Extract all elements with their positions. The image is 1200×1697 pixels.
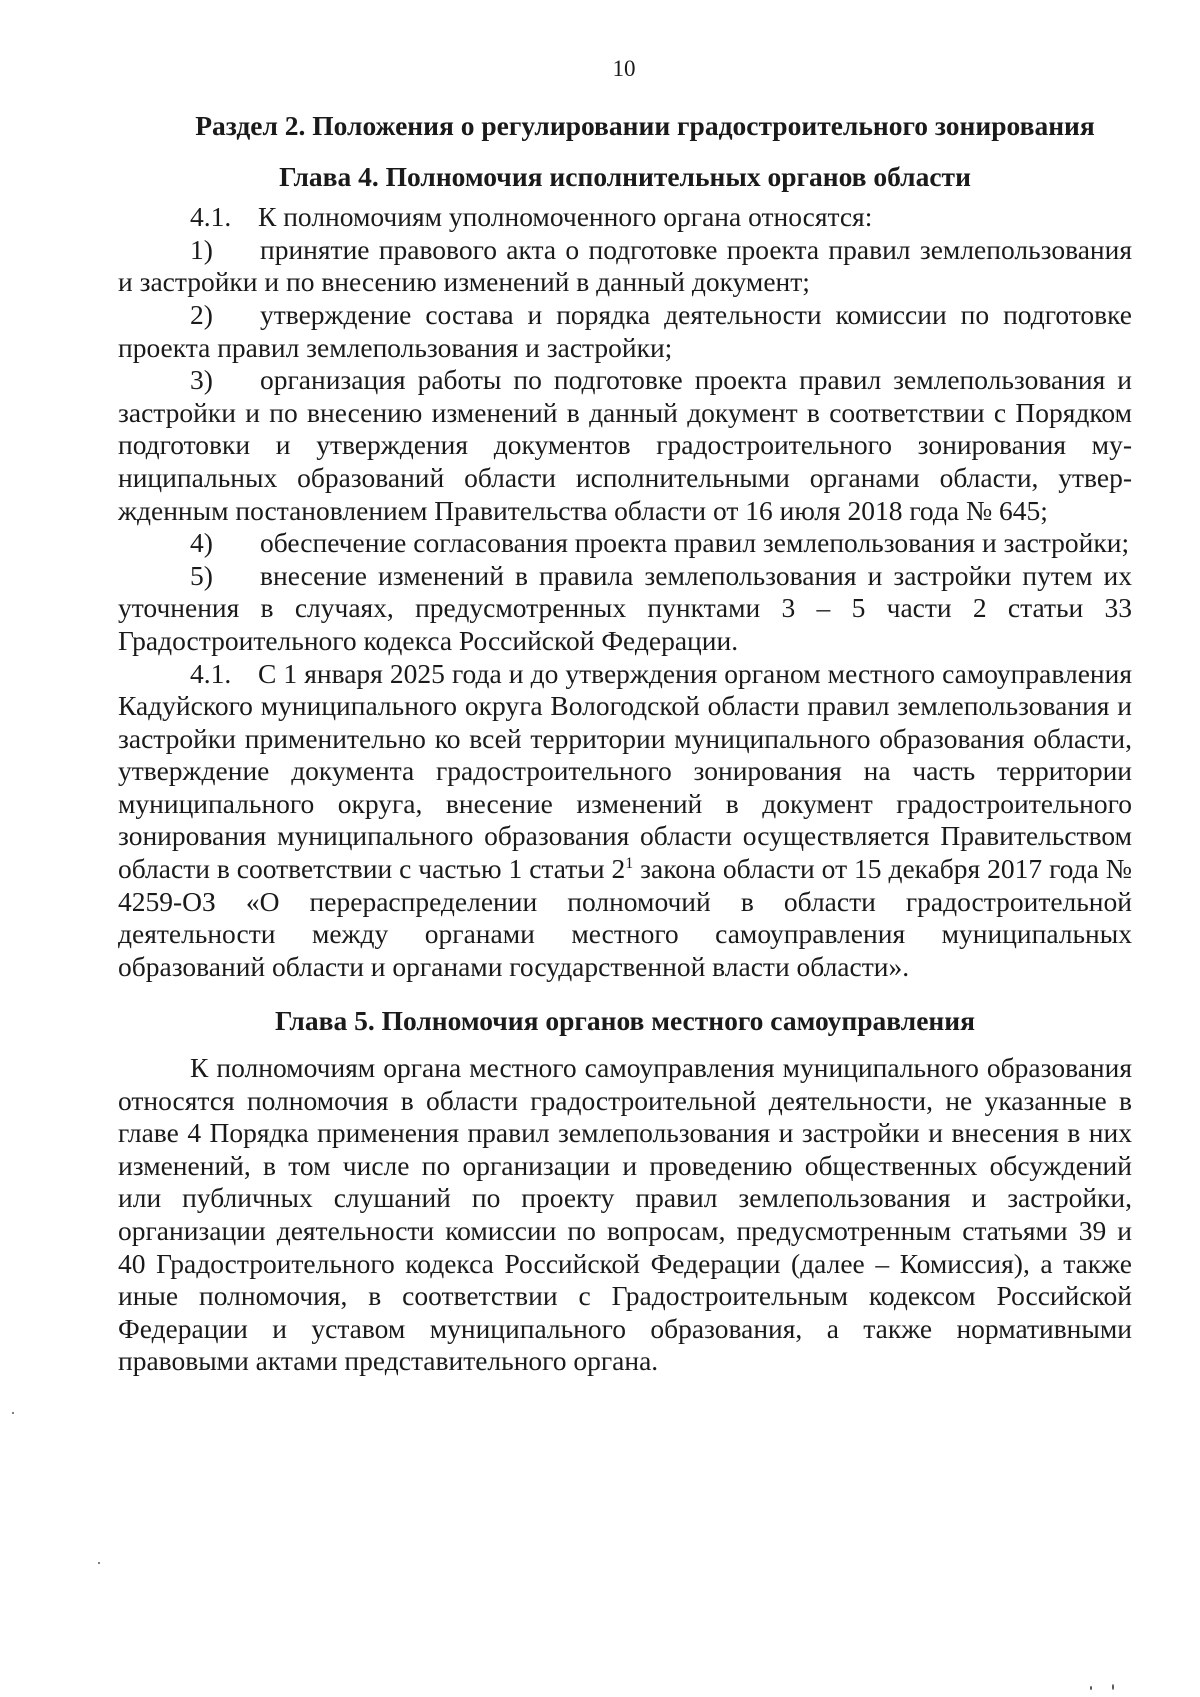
document-body [118, 110, 1132, 1378]
item-number: 2) [190, 298, 213, 330]
item-text: принятие правового акта о подготовке проекта правил землепользования и застройки и по внесению изменений в данный документ; [118, 233, 1132, 298]
item-text: внесение изменений в правила землепользования и застройки путем их уточнения в случаях, предусмотренных пунктами 3 – 5 части 2 статьи 33 Градостроительного кодекса Российской Федерации. [118, 559, 1132, 656]
list-item [118, 234, 1132, 299]
item-text: обеспечение согласования проекта правил землепользования и застройки; [260, 527, 1130, 559]
list-item [118, 560, 1132, 658]
chapter-5-paragraph: К полномочиям органа местного самоуправления муниципального образования относятся полномочия в области градостроительной деятельности, не указанные в главе 4 Порядка применения правил землепользования и застройки и внесения в них изменений, в том числе по организации и проведению общественных обсуждений или публичных слушаний по проекту правил землепользования и застройки, организации деятельности комиссии по вопросам, предусмотренным статьями 39 и 40 Градостроительного кодекса Российской Федерации (далее – Комиссия), а также иные полномочия, в соответствии с Градостроительным кодексом Российской Федерации и уставом муниципального образования, а также нормативными правовыми актами представительного органа. [118, 1052, 1132, 1377]
clause-text-part-2: закона области от 15 декабря 2017 года № 4259-ОЗ «О перераспределении полномочий в области градостроительной деятельности между органами местного самоуправления муниципальных образований области и органами государственной власти области». [118, 853, 1132, 982]
clause-4-1-intro [118, 201, 1132, 234]
item-number: 1) [190, 233, 213, 265]
scan-speck [1090, 1686, 1092, 1690]
superscript-article-index: 1 [625, 854, 634, 872]
scan-speck [12, 1412, 14, 1414]
list-item [118, 527, 1132, 560]
clause-text: К полномочиям уполномоченного органа относятся: [258, 201, 873, 233]
chapter-5-heading: Глава 5. Полномочия органов местного самоуправления [275, 1005, 975, 1037]
clause-text-part-1: С 1 января 2025 года и до утверждения органом местного самоуправления Кадуйского муниципального округа Вологодской области правил землепользования и застройки применительно ко всей территории муниципального образования области, утверждение документа градостроительного зонирования на часть территории муниципального округа, внесение изменений в документ градостроительного зонирования муниципального образования области осуществляется Правительством области в соответствии с частью 1 статьи 2 [118, 657, 1132, 885]
list-item [118, 364, 1132, 527]
chapter-4-heading: Глава 4. Полномочия исполнительных органов области [279, 160, 971, 192]
clause-number: 4.1. [190, 201, 232, 233]
list-item [118, 299, 1132, 364]
item-text: организация работы по подготовке проекта правил землепользования и застройки и по внесению изменений в данный документ в соответствии с Порядком подготовки и утверждения документов градостроительного зонирования муниципальных образований области исполнительными органами области, утвержденным постановлением Правительства области от 16 июля 2018 года № 645; [118, 364, 1132, 526]
clause-number: 4.1. [190, 657, 232, 689]
section-heading: Раздел 2. Положения о регулировании градостроительного зонирования [195, 110, 1095, 141]
item-number: 4) [190, 527, 213, 559]
scan-speck [98, 1562, 100, 1564]
scan-speck [1112, 1684, 1114, 1690]
page-number: 10 [612, 56, 636, 81]
item-number: 3) [190, 364, 213, 396]
item-number: 5) [190, 559, 213, 591]
item-text: утверждение состава и порядка деятельности комиссии по подготовке проекта правил землепользования и застройки; [118, 298, 1132, 363]
clause-4-1-transitional [118, 658, 1132, 984]
